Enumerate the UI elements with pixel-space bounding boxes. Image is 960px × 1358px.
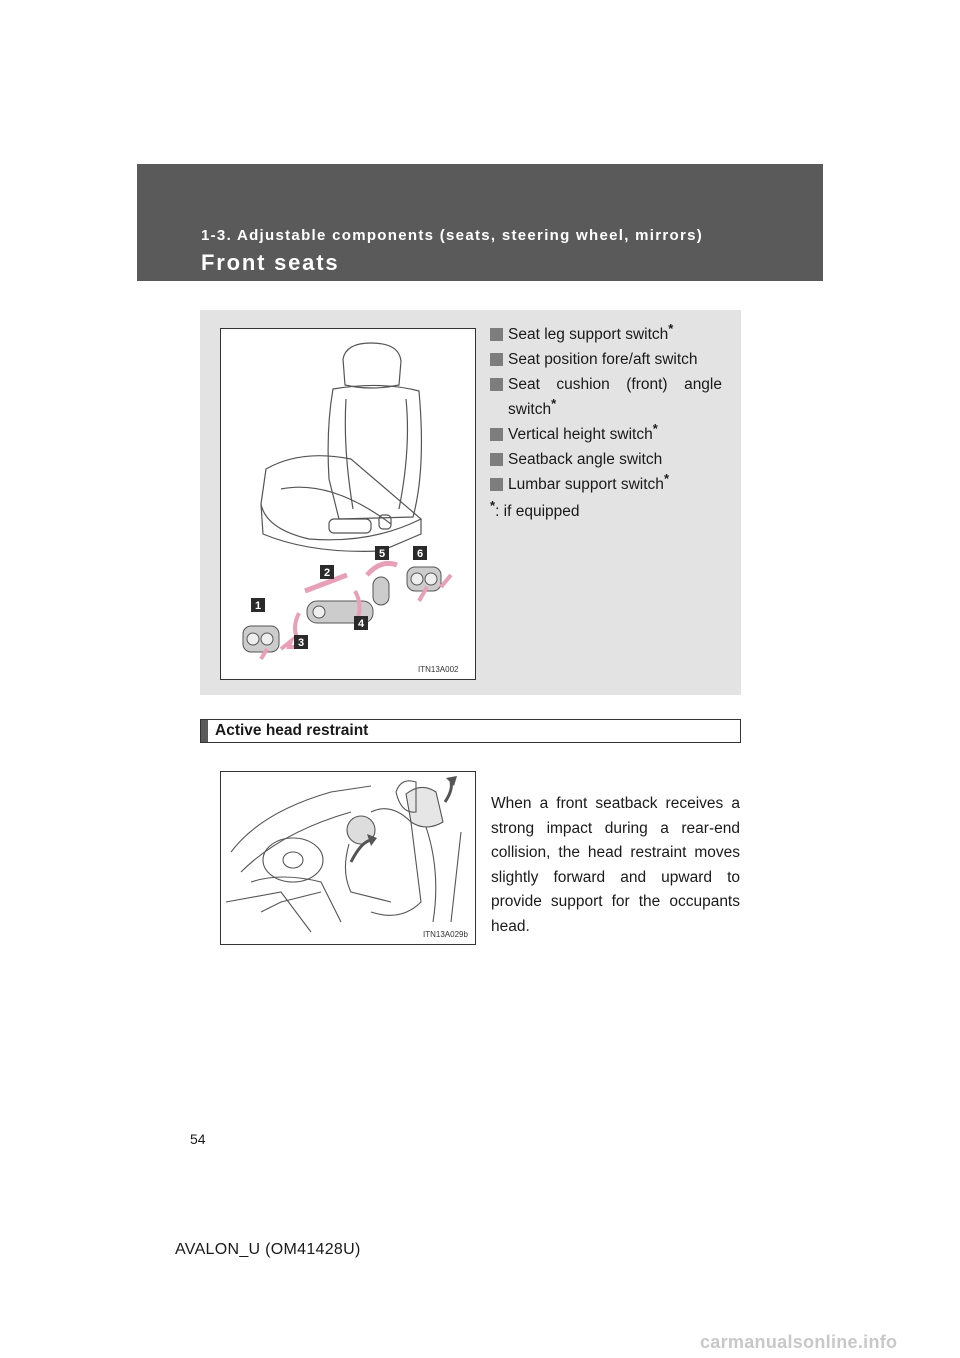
- footnote-if-equipped: *: if equipped: [490, 498, 580, 520]
- seatback-shape: [328, 385, 421, 519]
- callout-2-label: 2: [323, 567, 331, 579]
- legend-marker: [490, 453, 503, 466]
- cabin-drawing: [221, 772, 475, 944]
- switch-group-leg-support: [243, 626, 299, 659]
- callout-4-label: 4: [357, 618, 365, 630]
- callout-6-label: 6: [416, 548, 424, 560]
- legend-item-6: Lumbar support switch*: [490, 472, 722, 497]
- legend-item-4: Vertical height switch*: [490, 422, 722, 447]
- active-head-restraint-heading: [200, 719, 741, 743]
- legend-marker: [490, 353, 503, 366]
- head-restraint-illustration: [220, 771, 476, 945]
- chapter-header: [137, 164, 823, 281]
- legend-marker: [490, 378, 503, 391]
- steering-wheel-shape: [263, 838, 323, 882]
- seat-switch-cluster: [329, 519, 371, 533]
- legend-item-3: Seat cushion (front) angle: [490, 372, 722, 397]
- callout-3-label: 3: [297, 637, 305, 649]
- legend-item-3-cont: switch*: [508, 396, 557, 418]
- heading-bar: [201, 720, 208, 742]
- legend-marker: [490, 428, 503, 441]
- switch-group-lumbar: [407, 567, 451, 601]
- legend-item-5: Seatback angle switch: [490, 447, 722, 472]
- head-restraint-description: When a front seatback receives a strong impact during a rear-end collision, the head restraint moves slightly forward and upward to provide support for the occupants head.: [491, 795, 740, 935]
- page-number: 54: [190, 1131, 206, 1147]
- switch-group-position: [295, 575, 373, 641]
- callout-1-label: 1: [254, 600, 262, 612]
- heading-text: Active head restraint: [215, 722, 369, 739]
- switch-group-seatback: [367, 563, 397, 605]
- legend-item-2: Seat position fore/aft switch: [490, 347, 722, 372]
- figure-code: ITN13A002: [418, 665, 459, 674]
- seat-base-shape: [261, 504, 421, 551]
- section-label: 1-3. Adjustable components (seats, steering wheel, mirrors): [201, 227, 704, 244]
- rear-headrest-shape: [406, 787, 443, 827]
- legend-marker: [490, 328, 503, 341]
- figure-code-2: ITN13A029b: [423, 930, 468, 939]
- seat-drawing: [221, 329, 475, 679]
- legend-marker: [490, 478, 503, 491]
- callout-5-label: 5: [378, 548, 386, 560]
- seat-cushion-shape: [261, 456, 421, 540]
- page-title: Front seats: [201, 250, 340, 275]
- seat-illustration: [220, 328, 476, 680]
- movement-arrow: [445, 782, 451, 802]
- watermark: carmanualsonline.info: [700, 1332, 898, 1352]
- headrest-shape: [343, 343, 401, 388]
- document-id: AVALON_U (OM41428U): [175, 1241, 361, 1258]
- legend-item-1: Seat leg support switch*: [490, 322, 722, 347]
- switch-legend: [490, 322, 722, 524]
